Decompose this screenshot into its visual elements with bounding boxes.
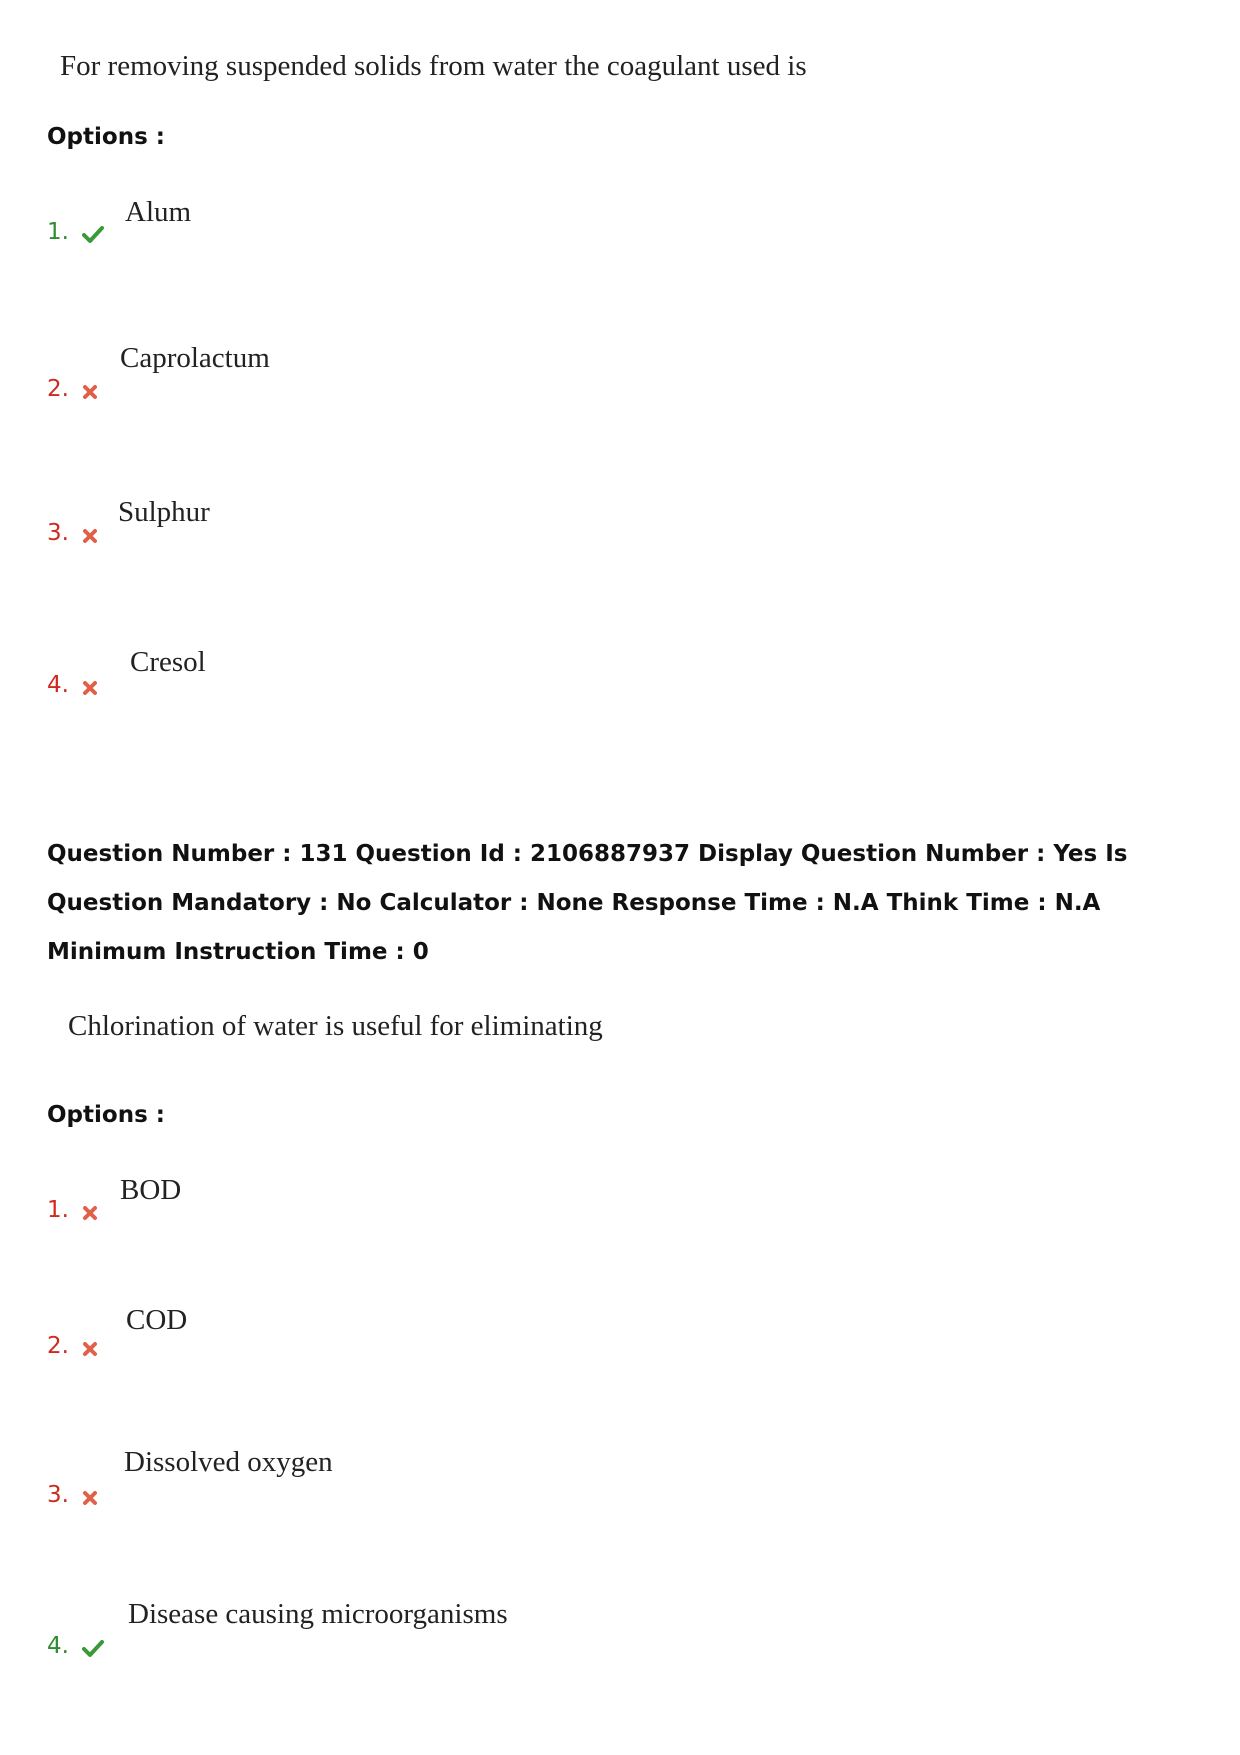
option-number-row bbox=[47, 376, 98, 402]
option-number-row bbox=[47, 520, 98, 546]
option-number-row bbox=[47, 1482, 98, 1508]
question-text: Chlorination of water is useful for eliminating bbox=[68, 1010, 603, 1042]
options-label: Options : bbox=[47, 124, 165, 150]
option-number: 1. bbox=[47, 219, 69, 245]
option-text: BOD bbox=[120, 1174, 182, 1206]
option-text: Cresol bbox=[130, 646, 206, 678]
cross-icon bbox=[82, 384, 98, 400]
option-text: Sulphur bbox=[118, 496, 210, 528]
cross-icon bbox=[82, 1490, 98, 1506]
option-number-row bbox=[47, 672, 98, 698]
option-number: 2. bbox=[47, 376, 69, 402]
option-text: COD bbox=[126, 1304, 188, 1336]
option-number-row bbox=[47, 1333, 98, 1359]
cross-icon bbox=[82, 1205, 98, 1221]
option-text: Caprolactum bbox=[120, 342, 270, 374]
option-number-row bbox=[47, 1197, 98, 1223]
option-text: Disease causing microorganisms bbox=[128, 1598, 508, 1630]
options-label: Options : bbox=[47, 1102, 165, 1128]
check-icon bbox=[82, 226, 104, 244]
question-text: For removing suspended solids from water the coagulant used is bbox=[60, 50, 807, 82]
cross-icon bbox=[82, 1341, 98, 1357]
option-number: 4. bbox=[47, 672, 69, 698]
option-number: 3. bbox=[47, 1482, 69, 1508]
check-icon bbox=[82, 1640, 104, 1658]
cross-icon bbox=[82, 680, 98, 696]
option-number-row bbox=[47, 219, 104, 245]
option-number: 4. bbox=[47, 1633, 69, 1659]
option-number: 2. bbox=[47, 1333, 69, 1359]
cross-icon bbox=[82, 528, 98, 544]
option-number: 3. bbox=[47, 520, 69, 546]
option-text: Dissolved oxygen bbox=[124, 1446, 333, 1478]
option-text: Alum bbox=[125, 196, 192, 228]
question-metadata: Question Number : 131 Question Id : 2106887937 Display Question Number : Yes Is Question Mandatory : No Calculator : None Response Time : N.A Think Time : N.A Minimum Instruction Time : 0 bbox=[47, 841, 1128, 965]
option-number: 1. bbox=[47, 1197, 69, 1223]
option-number-row bbox=[47, 1633, 104, 1659]
